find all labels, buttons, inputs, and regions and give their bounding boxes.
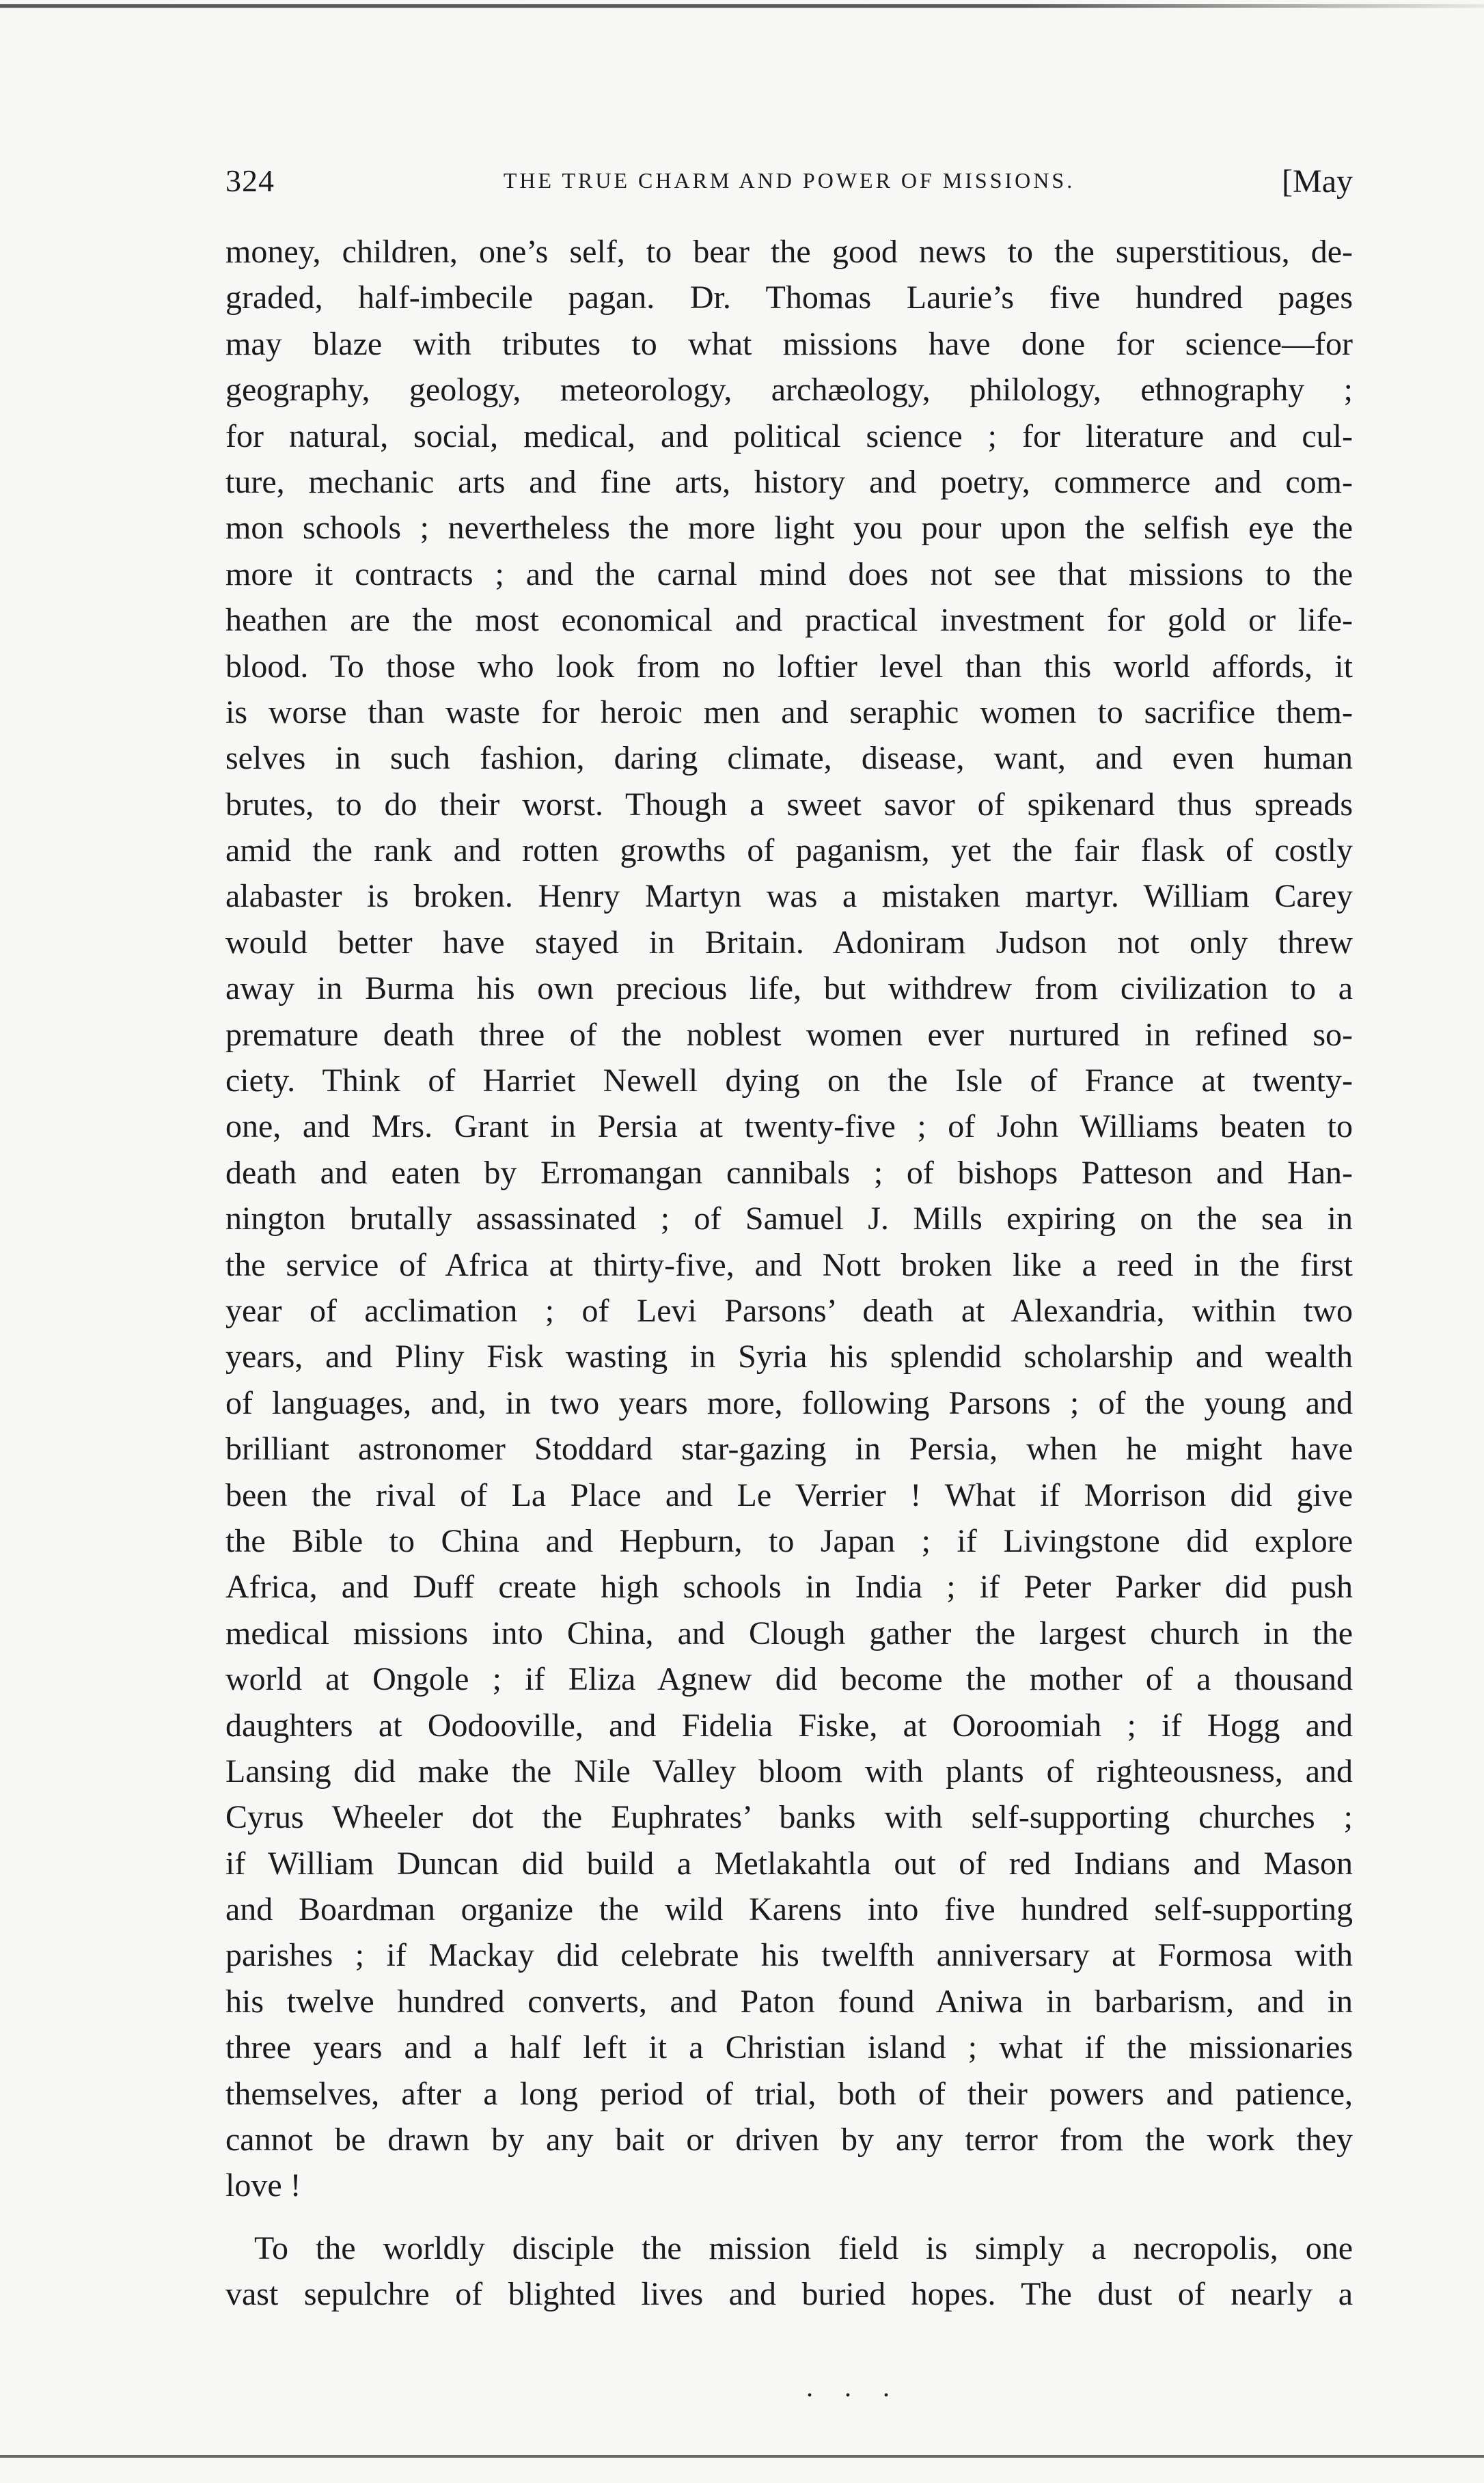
text-line: alabaster is broken. Henry Martyn was a mistaken martyr. William Carey: [225, 878, 1353, 915]
text-line: cannot be drawn by any bait or driven by any terror from the work they: [225, 2122, 1353, 2158]
text-line: Africa, and Duff create high schools in India ; if Peter Parker did push: [225, 1569, 1353, 1606]
text-line: love !: [225, 2167, 301, 2204]
text-line: ture, mechanic arts and fine arts, history and poetry, commerce and com-: [225, 463, 1353, 500]
text-line: and Boardman organize the wild Karens into five hundred self-supporting: [225, 1891, 1353, 1928]
text-line: for natural, social, medical, and political science ; for literature and cul-: [225, 417, 1353, 454]
text-line: if William Duncan did build a Metlakahtla out of red Indians and Mason: [225, 1845, 1353, 1882]
text-line: Lansing did make the Nile Valley bloom with plants of righteousness, and: [225, 1753, 1353, 1789]
text-line: the Bible to China and Hepburn, to Japan ; if Livingstone did explore: [225, 1522, 1353, 1559]
text-line: heathen are the most economical and practical investment for gold or life-: [225, 602, 1353, 639]
text-line: money, children, one’s self, to bear the good news to the superstitious, de-: [225, 234, 1353, 270]
text-line: vast sepulchre of blighted lives and buried hopes. The dust of nearly a: [225, 2276, 1353, 2313]
text-line: death and eaten by Erromangan cannibals ; of bishops Patteson and Han-: [225, 1154, 1353, 1191]
text-line: parishes ; if Mackay did celebrate his twelfth anniversary at Formosa with: [225, 1937, 1353, 1974]
text-line: premature death three of the noblest women ever nurtured in refined so-: [225, 1016, 1353, 1053]
text-line: is worse than waste for heroic men and seraphic women to sacrifice them-: [225, 694, 1353, 730]
text-line: blood. To those who look from no loftier level than this world affords, it: [225, 648, 1353, 685]
text-line: the service of Africa at thirty-five, and Nott broken like a reed in the first: [225, 1246, 1353, 1283]
text-line: years, and Pliny Fisk wasting in Syria his splendid scholarship and wealth: [225, 1339, 1353, 1375]
top-rule-fade: [1025, 4, 1484, 8]
signature-mark: . . .: [806, 2372, 902, 2402]
page-number: 324: [225, 163, 275, 198]
text-line: amid the rank and rotten growths of paganism, yet the fair flask of costly: [225, 832, 1353, 869]
text-line: To the worldly disciple the mission field is simply a necropolis, one: [254, 2230, 1353, 2266]
body-text: [225, 229, 1353, 2318]
text-line: themselves, after a long period of trial, both of their powers and patience,: [225, 2075, 1353, 2112]
text-line: three years and a half left it a Christian island ; what if the missionaries: [225, 2029, 1353, 2066]
running-date: [May: [1282, 163, 1353, 200]
text-line: been the rival of La Place and Le Verrier ! What if Morrison did give: [225, 1477, 1353, 1513]
running-title: THE TRUE CHARM AND POWER OF MISSIONS.: [503, 168, 1075, 193]
text-line: one, and Mrs. Grant in Persia at twenty-five ; of John Williams beaten to: [225, 1108, 1353, 1145]
text-line: medical missions into China, and Clough gather the largest church in the: [225, 1615, 1353, 1651]
text-line: away in Burma his own precious life, but withdrew from civilization to a: [225, 970, 1353, 1007]
text-line: year of acclimation ; of Levi Parsons’ death at Alexandria, within two: [225, 1292, 1353, 1329]
text-line: may blaze with tributes to what missions have done for science—for: [225, 325, 1353, 362]
text-line: world at Ongole ; if Eliza Agnew did become the mother of a thousand: [225, 1661, 1353, 1698]
text-line: mon schools ; nevertheless the more light you pour upon the selfish eye the: [225, 510, 1353, 547]
text-line: nington brutally assassinated ; of Samuel J. Mills expiring on the sea in: [225, 1201, 1353, 1237]
text-line: would better have stayed in Britain. Adoniram Judson not only threw: [225, 924, 1353, 961]
text-line: selves in such fashion, daring climate, disease, want, and even human: [225, 740, 1353, 777]
text-line: more it contracts ; and the carnal mind does not see that missions to the: [225, 555, 1353, 592]
text-line: daughters at Oodooville, and Fidelia Fiske, at Ooroomiah ; if Hogg and: [225, 1707, 1353, 1744]
bottom-rule: [0, 2455, 1484, 2458]
text-line: ciety. Think of Harriet Newell dying on the Isle of France at twenty-: [225, 1062, 1353, 1099]
text-line: geography, geology, meteorology, archæology, philology, ethnography ;: [225, 372, 1353, 409]
text-line: graded, half-imbecile pagan. Dr. Thomas Laurie’s five hundred pages: [225, 279, 1353, 316]
text-line: brilliant astronomer Stoddard star-gazing in Persia, when he might have: [225, 1431, 1353, 1468]
text-line: of languages, and, in two years more, following Parsons ; of the young and: [225, 1384, 1353, 1421]
text-line: brutes, to do their worst. Though a sweet savor of spikenard thus spreads: [225, 786, 1353, 823]
text-line: his twelve hundred converts, and Paton found Aniwa in barbarism, and in: [225, 1983, 1353, 2020]
running-head: [225, 163, 1353, 204]
text-line: Cyrus Wheeler dot the Euphrates’ banks with self-supporting churches ;: [225, 1799, 1353, 1836]
